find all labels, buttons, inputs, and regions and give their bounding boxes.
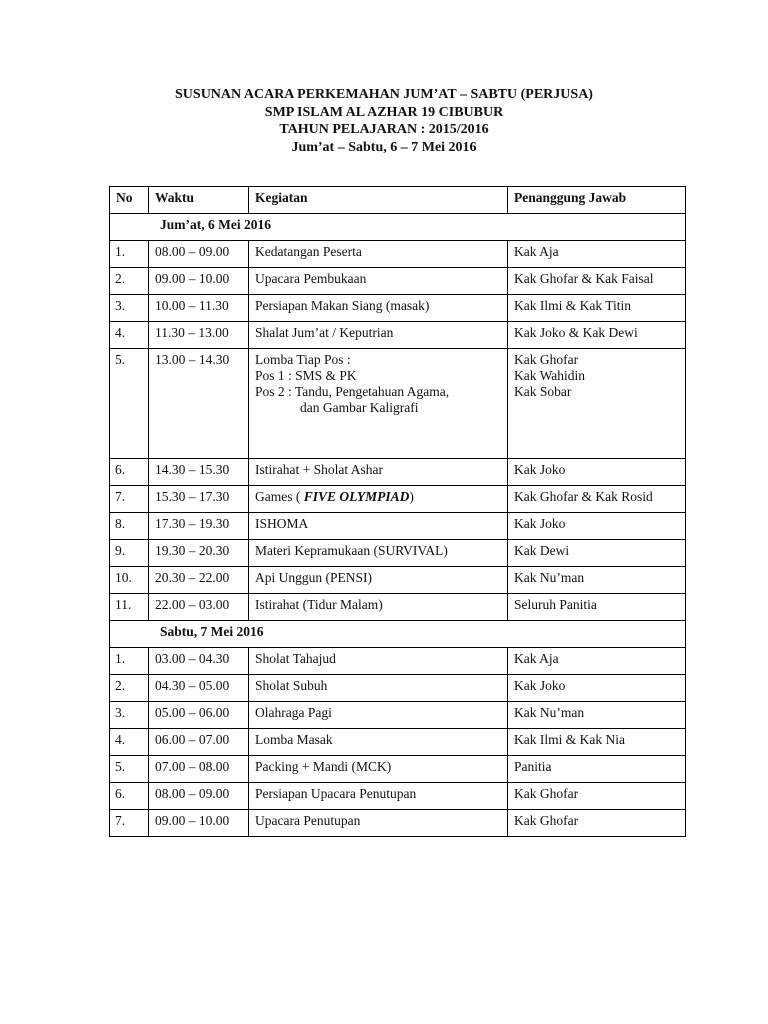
day-heading-row	[110, 214, 686, 241]
cell-waktu: 05.00 – 06.00	[149, 702, 249, 729]
cell-no: 9.	[110, 540, 149, 567]
table-row	[110, 486, 686, 513]
cell-no: 4.	[110, 729, 149, 756]
cell-pj: Kak Dewi	[508, 540, 686, 567]
cell-pj: Kak Ghofar	[508, 810, 686, 837]
cell-waktu: 09.00 – 10.00	[149, 810, 249, 837]
kegiatan-emphasis: FIVE OLYMPIAD	[303, 489, 410, 504]
cell-kegiatan	[249, 486, 508, 513]
cell-waktu: 04.30 – 05.00	[149, 675, 249, 702]
cell-no: 2.	[110, 268, 149, 295]
cell-kegiatan: Materi Kepramukaan (SURVIVAL)	[249, 540, 508, 567]
kegiatan-line: Lomba Tiap Pos :	[255, 352, 351, 367]
table-row	[110, 322, 686, 349]
cell-kegiatan: Api Unggun (PENSI)	[249, 567, 508, 594]
day-heading-friday: Jum’at, 6 Mei 2016	[110, 214, 686, 241]
table-row	[110, 810, 686, 837]
cell-kegiatan: Olahraga Pagi	[249, 702, 508, 729]
cell-kegiatan: Kedatangan Peserta	[249, 241, 508, 268]
day-heading-saturday: Sabtu, 7 Mei 2016	[110, 621, 686, 648]
cell-kegiatan: Shalat Jum’at / Keputrian	[249, 322, 508, 349]
day-heading-row	[110, 621, 686, 648]
cell-pj: Kak Joko	[508, 459, 686, 486]
cell-pj: Panitia	[508, 756, 686, 783]
table-row	[110, 513, 686, 540]
cell-pj: Kak Nu’man	[508, 567, 686, 594]
cell-waktu: 08.00 – 09.00	[149, 241, 249, 268]
cell-waktu: 15.30 – 17.30	[149, 486, 249, 513]
table-row	[110, 540, 686, 567]
table-row	[110, 268, 686, 295]
table-row	[110, 459, 686, 486]
cell-kegiatan: Upacara Pembukaan	[249, 268, 508, 295]
cell-kegiatan	[249, 349, 508, 459]
cell-kegiatan: Persiapan Makan Siang (masak)	[249, 295, 508, 322]
cell-no: 4.	[110, 322, 149, 349]
header-school: SMP ISLAM AL AZHAR 19 CIBUBUR	[264, 104, 504, 120]
cell-pj: Kak Aja	[508, 648, 686, 675]
cell-waktu: 13.00 – 14.30	[149, 349, 249, 459]
cell-waktu: 20.30 – 22.00	[149, 567, 249, 594]
table-row	[110, 594, 686, 621]
cell-pj: Kak Nu’man	[508, 702, 686, 729]
table-header-row	[110, 187, 686, 214]
cell-kegiatan: ISHOMA	[249, 513, 508, 540]
col-header-kegiatan: Kegiatan	[249, 187, 508, 214]
cell-waktu: 19.30 – 20.30	[149, 540, 249, 567]
cell-kegiatan: Packing + Mandi (MCK)	[249, 756, 508, 783]
cell-waktu: 22.00 – 03.00	[149, 594, 249, 621]
table-row	[110, 702, 686, 729]
cell-no: 7.	[110, 486, 149, 513]
cell-waktu: 11.30 – 13.00	[149, 322, 249, 349]
table-row	[110, 783, 686, 810]
header-academic-year: TAHUN PELAJARAN : 2015/2016	[279, 122, 489, 137]
cell-no: 3.	[110, 702, 149, 729]
kegiatan-prefix: Games (	[255, 489, 304, 504]
cell-no: 10.	[110, 567, 149, 594]
table-row	[110, 567, 686, 594]
cell-pj: Kak Ilmi & Kak Nia	[508, 729, 686, 756]
cell-no: 2.	[110, 675, 149, 702]
cell-pj: Kak Aja	[508, 241, 686, 268]
document-header	[0, 86, 768, 156]
cell-pj: Kak Joko & Kak Dewi	[508, 322, 686, 349]
cell-waktu: 08.00 – 09.00	[149, 783, 249, 810]
cell-pj: Kak Ghofar & Kak Rosid	[508, 486, 686, 513]
table-row	[110, 648, 686, 675]
col-header-waktu: Waktu	[149, 187, 249, 214]
col-header-penanggung-jawab: Penanggung Jawab	[508, 187, 686, 214]
table-row	[110, 349, 686, 459]
schedule-table	[109, 186, 686, 837]
cell-pj: Seluruh Panitia	[508, 594, 686, 621]
cell-kegiatan: Sholat Tahajud	[249, 648, 508, 675]
cell-pj: Kak Joko	[508, 513, 686, 540]
kegiatan-line: Pos 2 : Tandu, Pengetahuan Agama,	[255, 384, 450, 399]
table-row	[110, 756, 686, 783]
cell-no: 6.	[110, 783, 149, 810]
cell-no: 6.	[110, 459, 149, 486]
pj-line: Kak Ghofar	[514, 352, 579, 367]
col-header-no: No	[110, 187, 149, 214]
cell-pj: Kak Ghofar	[508, 783, 686, 810]
cell-no: 1.	[110, 648, 149, 675]
table-row	[110, 729, 686, 756]
cell-waktu: 14.30 – 15.30	[149, 459, 249, 486]
cell-pj: Kak Ilmi & Kak Titin	[508, 295, 686, 322]
cell-no: 11.	[110, 594, 149, 621]
kegiatan-line: dan Gambar Kaligrafi	[300, 400, 419, 415]
table-row	[110, 675, 686, 702]
cell-waktu: 09.00 – 10.00	[149, 268, 249, 295]
table-row	[110, 295, 686, 322]
cell-pj: Kak Ghofar & Kak Faisal	[508, 268, 686, 295]
cell-kegiatan: Sholat Subuh	[249, 675, 508, 702]
cell-no: 8.	[110, 513, 149, 540]
cell-waktu: 06.00 – 07.00	[149, 729, 249, 756]
cell-waktu: 10.00 – 11.30	[149, 295, 249, 322]
cell-no: 7.	[110, 810, 149, 837]
cell-waktu: 07.00 – 08.00	[149, 756, 249, 783]
cell-no: 3.	[110, 295, 149, 322]
cell-kegiatan: Istirahat + Sholat Ashar	[249, 459, 508, 486]
cell-no: 5.	[110, 349, 149, 459]
cell-no: 1.	[110, 241, 149, 268]
cell-kegiatan: Istirahat (Tidur Malam)	[249, 594, 508, 621]
table-row	[110, 241, 686, 268]
cell-waktu: 17.30 – 19.30	[149, 513, 249, 540]
cell-waktu: 03.00 – 04.30	[149, 648, 249, 675]
cell-kegiatan: Upacara Penutupan	[249, 810, 508, 837]
kegiatan-suffix: )	[409, 489, 414, 504]
header-date: Jum’at – Sabtu, 6 – 7 Mei 2016	[291, 139, 477, 155]
cell-no: 5.	[110, 756, 149, 783]
cell-pj: Kak Joko	[508, 675, 686, 702]
pj-line: Kak Wahidin	[514, 368, 586, 383]
header-title: SUSUNAN ACARA PERKEMAHAN JUM’AT – SABTU (PERJUSA)	[175, 87, 593, 102]
cell-kegiatan: Persiapan Upacara Penutupan	[249, 783, 508, 810]
cell-kegiatan: Lomba Masak	[249, 729, 508, 756]
pj-line: Kak Sobar	[514, 384, 572, 399]
kegiatan-line: Pos 1 : SMS & PK	[255, 368, 357, 383]
cell-pj	[508, 349, 686, 459]
